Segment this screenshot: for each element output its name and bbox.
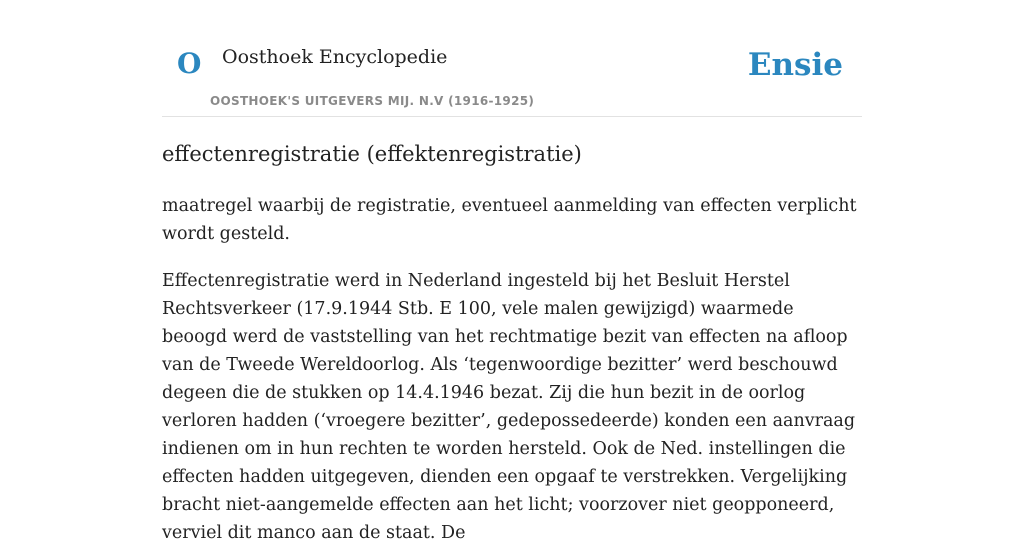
entry-body-paragraph: Effectenregistratie werd in Nederland ingesteld bij het Besluit Herstel Rechtsverkeer (17.9.1944 Stb. E 100, vele malen gewijzigd) waarmede beoogd werd de vaststelling van het rechtmatige bezit van effecten na afloop van de Tweede Wereldoorlog. Als ‘tegenwoordige bezitter’ werd beschouwd degeen die de stukken op 14.4.1946 bezat. Zij die hun bezit in de oorlog verloren hadden (‘vroegere bezitter’, gedepossedeerde) konden een aanvraag indienen om in hun rechten te worden hersteld. Ook de Ned. instellingen die effecten hadden uitgegeven, dienden een opgaaf te verstrekken. Vergelijking bracht niet-aangemelde effecten aan het licht; voorzover niet geopponeerd, verviel dit manco aan de staat. De xyxy=(162,271,856,543)
entry-content xyxy=(162,138,862,547)
publisher-label: OOSTHOEK'S UITGEVERS MIJ. N.V (1916-1925) xyxy=(210,94,535,108)
site-header xyxy=(162,0,862,117)
oosthoek-logo[interactable]: O xyxy=(177,47,202,80)
ensie-logo-link[interactable]: Ensie xyxy=(747,47,843,83)
site-title-link[interactable]: Oosthoek Encyclopedie xyxy=(222,46,448,68)
entry-definition: maatregel waarbij de registratie, eventueel aanmelding van effecten verplicht wordt gesteld. xyxy=(162,196,857,244)
entry-title: effectenregistratie (effektenregistratie) xyxy=(162,142,582,166)
